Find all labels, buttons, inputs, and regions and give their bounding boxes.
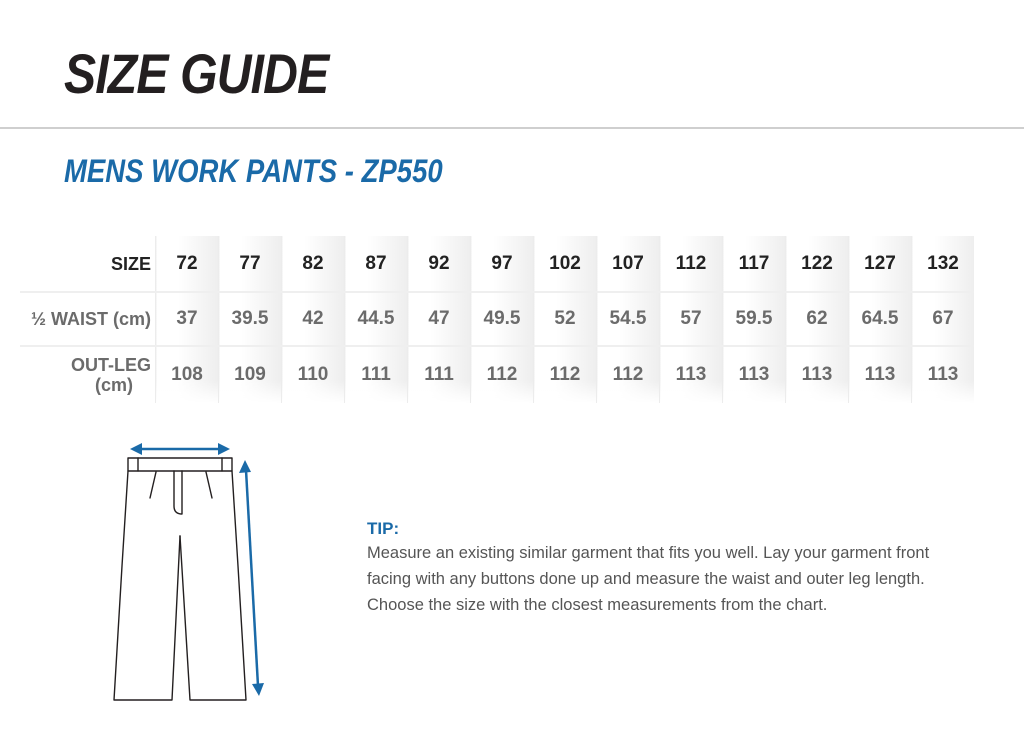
pants-measurement-icon [100,436,280,708]
waist-cell: 57 [660,292,723,346]
tip-label: TIP: [367,519,400,538]
outleg-row-label [20,346,156,403]
outleg-cell: 109 [219,346,282,403]
size-cell: 112 [660,236,723,292]
size-row [20,236,974,292]
outleg-cell: 111 [408,346,471,403]
outleg-cell: 113 [660,346,723,403]
outleg-cell: 113 [723,346,786,403]
outleg-cell: 112 [534,346,597,403]
waist-row [20,292,974,346]
size-row-label: SIZE [20,236,156,292]
outleg-cell: 113 [786,346,849,403]
outleg-cell: 110 [282,346,345,403]
waist-cell: 49.5 [471,292,534,346]
size-cell: 92 [408,236,471,292]
waist-cell: 67 [912,292,975,346]
tip-section [367,518,947,618]
outleg-cell: 112 [471,346,534,403]
header-divider [0,127,1024,129]
outleg-label-line2: (cm) [94,375,133,395]
waist-cell: 44.5 [345,292,408,346]
size-cell: 117 [723,236,786,292]
waist-cell: 42 [282,292,345,346]
product-title: MENS WORK PANTS - ZP550 [64,153,443,189]
size-cell: 102 [534,236,597,292]
waist-cell: 52 [534,292,597,346]
waist-cell: 37 [156,292,219,346]
size-cell: 107 [597,236,660,292]
size-cell: 132 [912,236,975,292]
waist-cell: 54.5 [597,292,660,346]
waist-row-label: ½ WAIST (cm) [20,292,156,346]
outleg-row [20,346,974,403]
outleg-cell: 113 [912,346,975,403]
size-cell: 87 [345,236,408,292]
outleg-cell: 108 [156,346,219,403]
outleg-cell: 113 [849,346,912,403]
outleg-cell: 112 [597,346,660,403]
size-cell: 82 [282,236,345,292]
waist-cell: 64.5 [849,292,912,346]
outleg-label-line1: OUT-LEG [71,355,151,375]
size-cell: 77 [219,236,282,292]
size-cell: 122 [786,236,849,292]
waist-cell: 47 [408,292,471,346]
outleg-cell: 111 [345,346,408,403]
waist-cell: 62 [786,292,849,346]
size-cell: 72 [156,236,219,292]
waist-cell: 59.5 [723,292,786,346]
size-cell: 127 [849,236,912,292]
size-cell: 97 [471,236,534,292]
tip-text: Measure an existing similar garment that fits you well. Lay your garment front facing with any buttons done up and measure the waist and outer leg length. Choose the size with the closest measurements from the chart. [367,544,930,614]
page-title: SIZE GUIDE [64,42,329,105]
waist-cell: 39.5 [219,292,282,346]
size-table [20,236,974,403]
